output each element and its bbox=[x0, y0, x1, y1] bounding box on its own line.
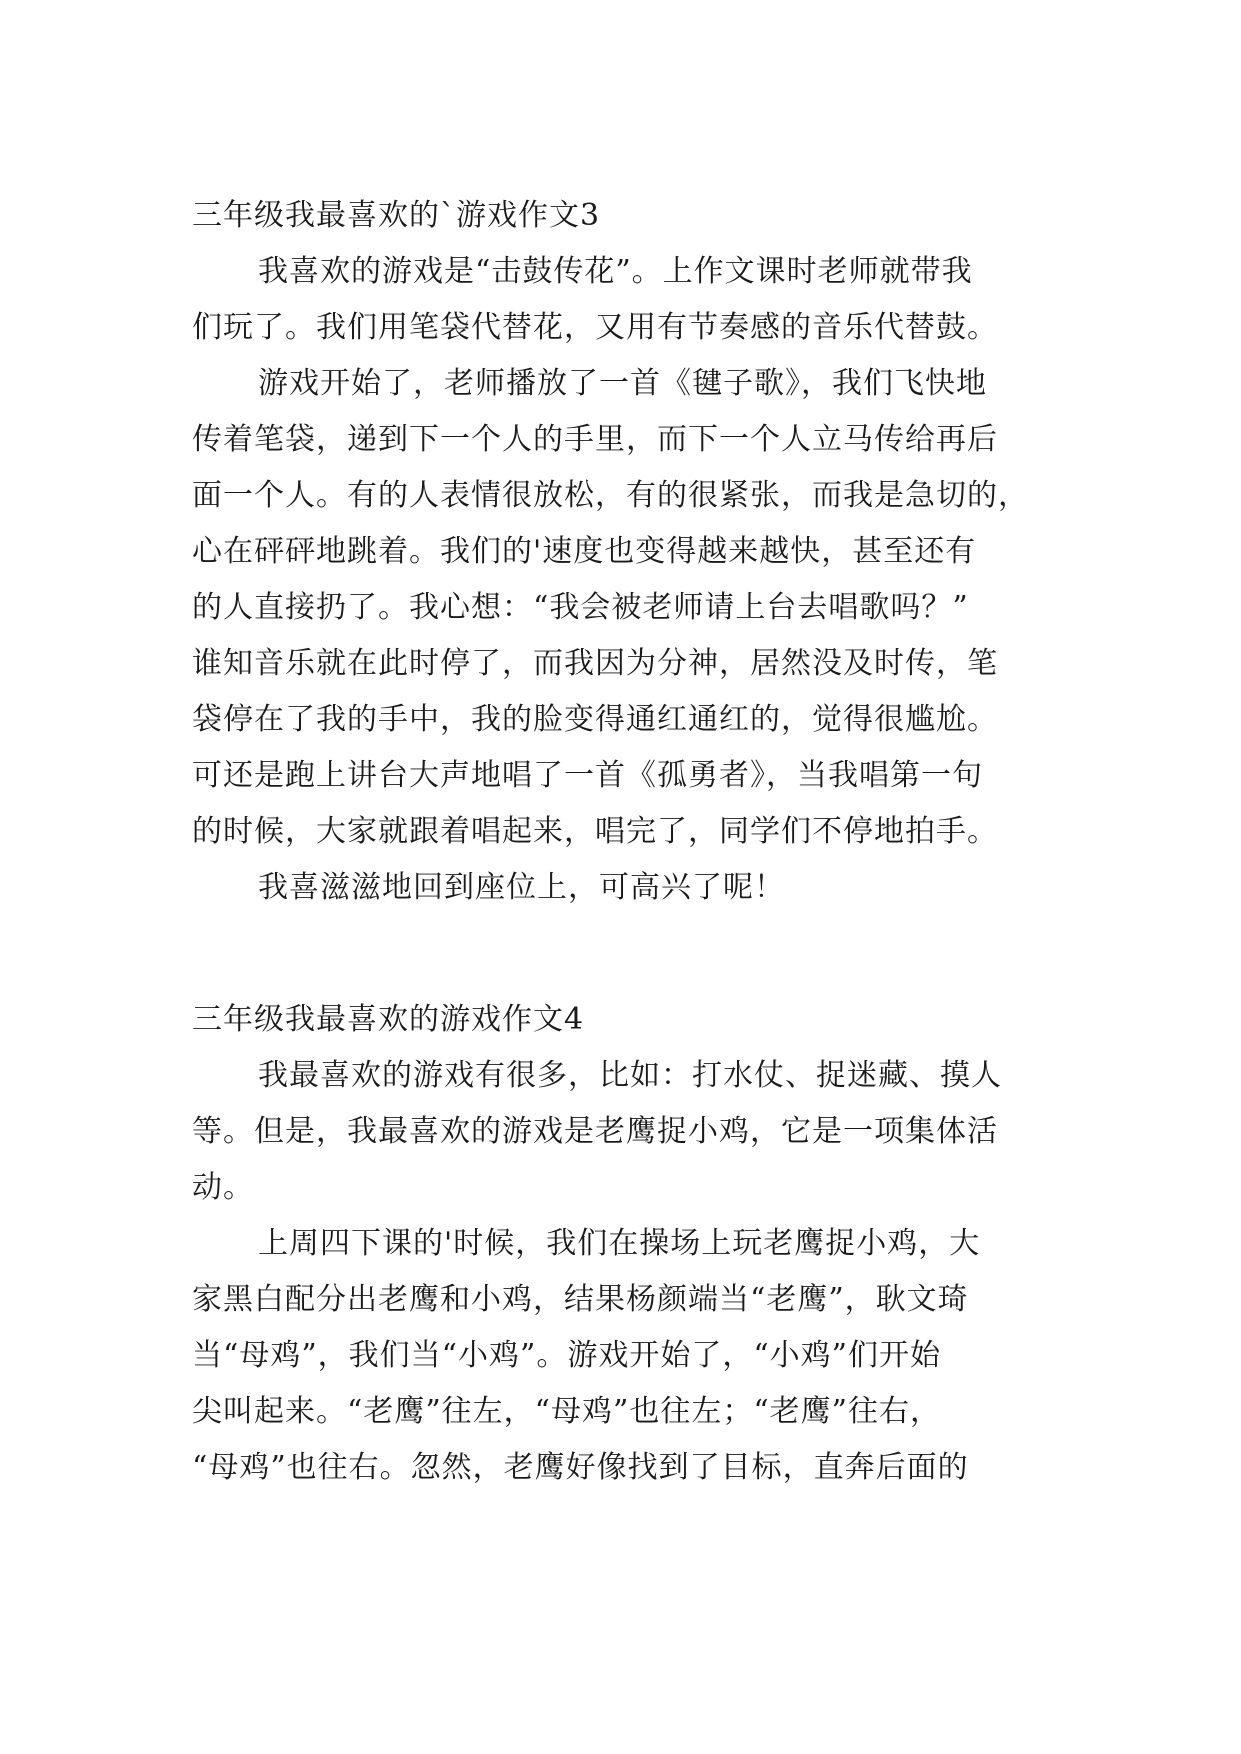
paragraph-line: 我最喜欢的游戏有很多，比如：打水仗、捉迷藏、摸人 bbox=[258, 1058, 1002, 1093]
paragraph-line: 我喜滋滋地回到座位上，可高兴了呢！ bbox=[258, 870, 785, 905]
paragraph-line: 游戏开始了，老师播放了一首《毽子歌》，我们飞快地 bbox=[258, 366, 987, 401]
paragraph-line: 尖叫起来。“老鹰”往左，“母鸡”也往左；“老鹰”往右， bbox=[192, 1394, 942, 1429]
paragraph-line: 上周四下课的'时候，我们在操场上玩老鹰捉小鸡，大 bbox=[258, 1226, 981, 1261]
paragraph-line: 们玩了。我们用笔袋代替花，又用有节奏感的音乐代替鼓。 bbox=[192, 310, 998, 345]
paragraph-line: 面一个人。有的人表情很放松，有的很紧张，而我是急切的， bbox=[192, 478, 1029, 513]
paragraph-line: “母鸡”也往右。忽然，老鹰好像找到了目标，直奔后面的 bbox=[192, 1450, 969, 1485]
paragraph-line: 等。但是，我最喜欢的游戏是老鹰捉小鸡，它是一项集体活 bbox=[192, 1114, 998, 1149]
paragraph-line: 心在砰砰地跳着。我们的'速度也变得越来越快，甚至还有 bbox=[192, 534, 977, 569]
section-heading: 三年级我最喜欢的`游戏作文3 bbox=[192, 198, 601, 233]
paragraph-line: 我喜欢的游戏是“击鼓传花”。上作文课时老师就带我 bbox=[258, 254, 973, 289]
section-heading: 三年级我最喜欢的游戏作文4 bbox=[192, 1002, 585, 1037]
paragraph-line: 可还是跑上讲台大声地唱了一首《孤勇者》，当我唱第一句 bbox=[192, 758, 983, 793]
paragraph-line: 动。 bbox=[192, 1170, 254, 1205]
paragraph-line: 的时候，大家就跟着唱起来，唱完了，同学们不停地拍手。 bbox=[192, 814, 998, 849]
paragraph-line: 家黑白配分出老鹰和小鸡，结果杨颜端当“老鹰”，耿文琦 bbox=[192, 1282, 969, 1317]
paragraph-line: 传着笔袋，递到下一个人的手里，而下一个人立马传给再后 bbox=[192, 422, 998, 457]
paragraph-line: 谁知音乐就在此时停了，而我因为分神，居然没及时传，笔 bbox=[192, 646, 998, 681]
paragraph-line: 的人直接扔了。我心想：“我会被老师请上台去唱歌吗？” bbox=[192, 590, 969, 625]
paragraph-line: 袋停在了我的手中，我的脸变得通红通红的，觉得很尴尬。 bbox=[192, 702, 998, 737]
paragraph-line: 当“母鸡”，我们当“小鸡”。游戏开始了，“小鸡”们开始 bbox=[192, 1338, 942, 1373]
